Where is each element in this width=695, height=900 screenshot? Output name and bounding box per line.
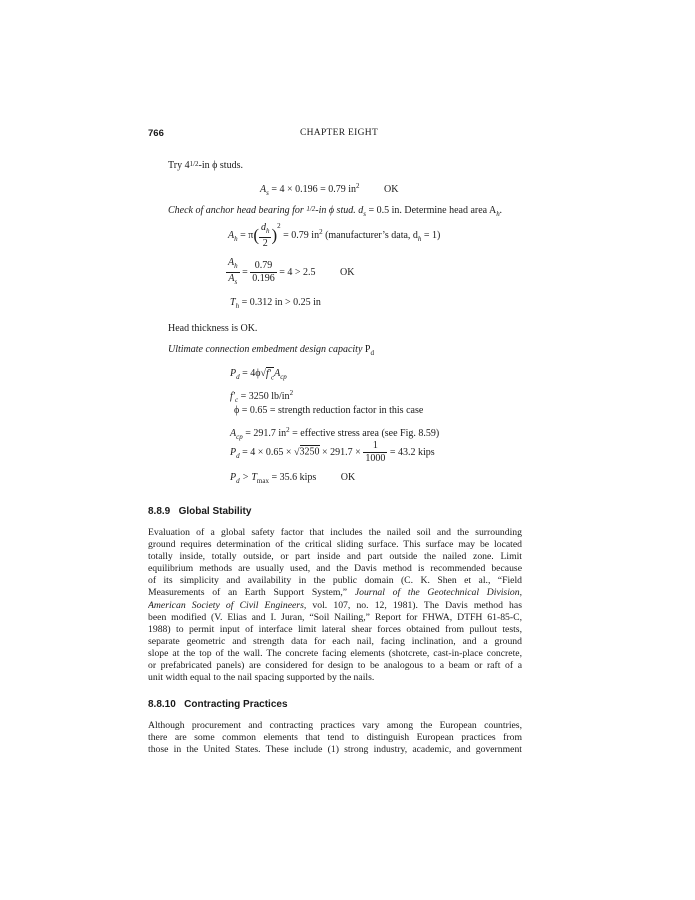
try-line: Try $4^{1/2}-in$ ϕ studs. — [168, 160, 243, 171]
section-heading-contracting-practices: 8.8.10 Contracting Practices — [148, 699, 288, 710]
eq-as: $A_s = 4 \times 0.196 = 0.79$ $in^2$ OK — [260, 182, 399, 197]
section-heading-global-stability: 8.8.9 Global Stability — [148, 506, 252, 517]
eq-ah: $A_h = \pi$( $\frac{d_h}{2}$ )$^2$ = 0.79 $in^2$ (manufacturer’s data, $d_h = 1$) — [228, 221, 441, 249]
chapter-title: CHAPTER EIGHT — [300, 128, 379, 138]
eq-th: $T_h = 0.312$ in > 0.25 in — [230, 297, 321, 310]
eq-fc: $f'_c = 3250$ $lb/in^2$ — [230, 389, 294, 404]
contracting-practices-paragraph: Although procurement and contracting practices vary among the European countries, there are some common elements that tend to distinguish European practices from those in the United States. These include (1) strong industry, academic, and government — [148, 720, 522, 756]
eq-phi: ϕ = 0.65 = strength reduction factor in this case — [234, 405, 424, 416]
eq-pd-numeric: $P_d = 4 \times 0.65 \times √3250 \times 291.7$ × $\frac{1}{1000}$ = 43.2 kips — [230, 440, 435, 464]
ultimate-capacity-title: Ultimate connection embedment design capacity $P_d$ — [168, 344, 374, 357]
eq-pd-formula: $P_d = 4\phi√f'_cA_{cp}$ — [230, 368, 287, 381]
check-line: Check of anchor head bearing for $^{1/2}$-in ϕ stud. $d_s = 0.5$ in. Determine head area $A_h$. — [168, 205, 503, 218]
head-ok-text: Head thickness is OK. — [168, 323, 258, 334]
eq-acp: $A_{cp} = 291.7$ $in^2$ = effective stress area (see Fig. 8.59) — [230, 426, 440, 441]
eq-ratio: $\frac{A_h}{A_s}$ = $\frac{0.79}{0.196}$ = 4 > 2.5 OK — [228, 257, 355, 286]
page-number: 766 — [148, 128, 164, 139]
eq-pd-check: $P_d > T_{max} = 35.6$ kips OK — [230, 472, 356, 485]
global-stability-paragraph: Evaluation of a global safety factor that includes the nailed soil and the surrounding ground requires determination of the critical sliding surface. This surface may be located totally inside, totally outside, or part inside and part outside the nailed zone. Limit equilibrium methods are usually used, and the Davis method is recommended because of its simplicity and availability in the public domain (C. K. Shen et al., “Field Measurements of an Earth Support System,” Journal of the Geotechnical Division, American Society of Civil Engineers, vol. 107, no. 12, 1981). The Davis method has been modified (V. Elias and I. Juran, “Soil Nailing,” Report for FHWA, DTFH 61-85-C, 1988) to permit input of interface limit lateral shear forces obtained from pullout tests, separate geometric and strength data for each nail, facing inclination, and a ground slope at the top of the wall. The concrete facing elements (shotcrete, cast-in-place concrete, or prefabricated panels) are considered for design to be analogous to a beam or raft of a unit width equal to the nail spacing supported by the nails. — [148, 527, 522, 684]
